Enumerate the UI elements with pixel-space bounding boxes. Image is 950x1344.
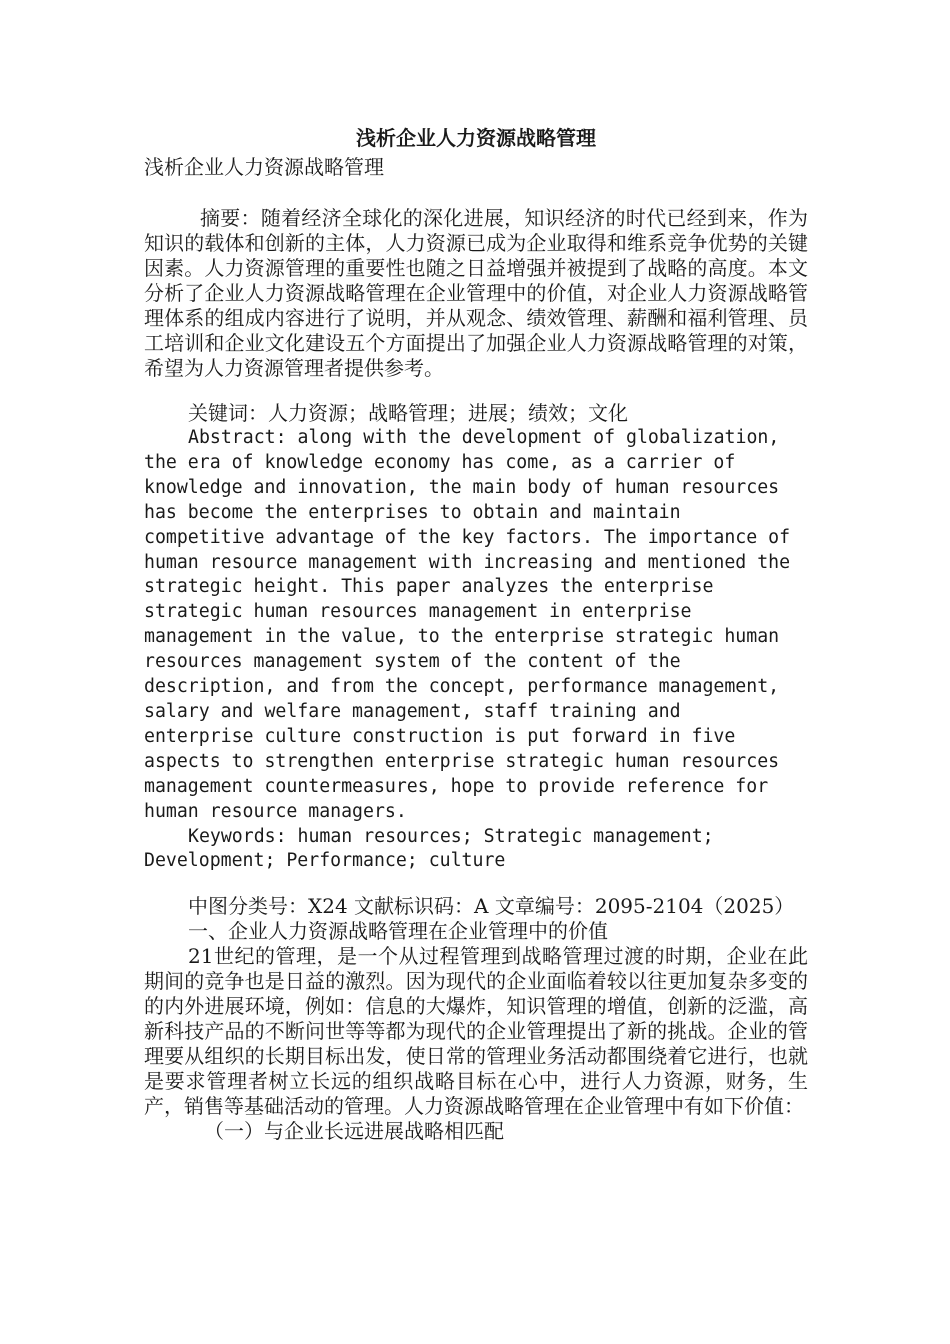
classification-info: 中图分类号：X24 文献标识码：A 文章编号：2095-2104（2025） [188,894,795,919]
section-heading: 一、企业人力资源战略管理在企业管理中的价值 [188,919,608,944]
keywords-chinese: 关键词：人力资源；战略管理；进展；绩效；文化 [188,401,628,425]
document-page [144,122,808,1144]
spacer [144,381,808,401]
subsection-heading: （一）与企业长远进展战略相匹配 [204,1119,504,1144]
abstract-english: Abstract: along with the development of globalization, the era of knowledge economy has come, as a carrier of knowledge and innovation, the main body of human resources has become the enterprises to obtain and maintain competitive advantage of the key factors. The importance of human resource management with increasing and mentioned the strategic height. This paper analyzes the enterprise strategic human resources management in enterprise management in the value, to the enterprise strategic human resources management system of the content of the description, and from the concept, performance management, salary and welfare management, staff training and enterprise culture construction is put forward in five aspects to strengthen enterprise strategic human resources management countermeasures, hope to provide reference for human resource managers. [144,427,791,822]
section-body: 21世纪的管理，是一个从过程管理到战略管理过渡的时期，企业在此期间的竞争也是日益的激烈。因为现代的企业面临着较以往更加复杂多变的的内外进展环境，例如：信息的大爆炸，知识管理的增值，创新的泛滥，高新科技产品的不断问世等等都为现代的企业管理提出了新的挑战。企业的管理要从组织的长期目标出发，使日常的管理业务活动都围绕着它进行，也就是要求管理者树立长远的组织战略目标在心中，进行人力资源，财务，生产，销售等基础活动的管理。人力资源战略管理在企业管理中有如下价值： [144,944,808,1119]
keywords-english: Keywords: human resources; Strategic management; Development; Performance; culture [144,825,714,872]
abstract-chinese: 摘要：随着经济全球化的深化进展，知识经济的时代已经到来，作为知识的载体和创新的主体，人力资源已成为企业取得和维系竞争优势的关键因素。人力资源管理的重要性也随之日益增强并被提到了战略的高度。本文分析了企业人力资源战略管理在企业管理中的价值，对企业人力资源战略管理体系的组成内容进行了说明，并从观念、绩效管理、薪酬和福利管理、员工培训和企业文化建设五个方面提出了加强企业人力资源战略管理的对策，希望为人力资源管理者提供参考。 [144,206,808,380]
spacer [144,874,808,894]
document-subtitle: 浅析企业人力资源战略管理 [144,155,384,179]
document-title: 浅析企业人力资源战略管理 [356,126,596,150]
spacer [144,180,808,206]
